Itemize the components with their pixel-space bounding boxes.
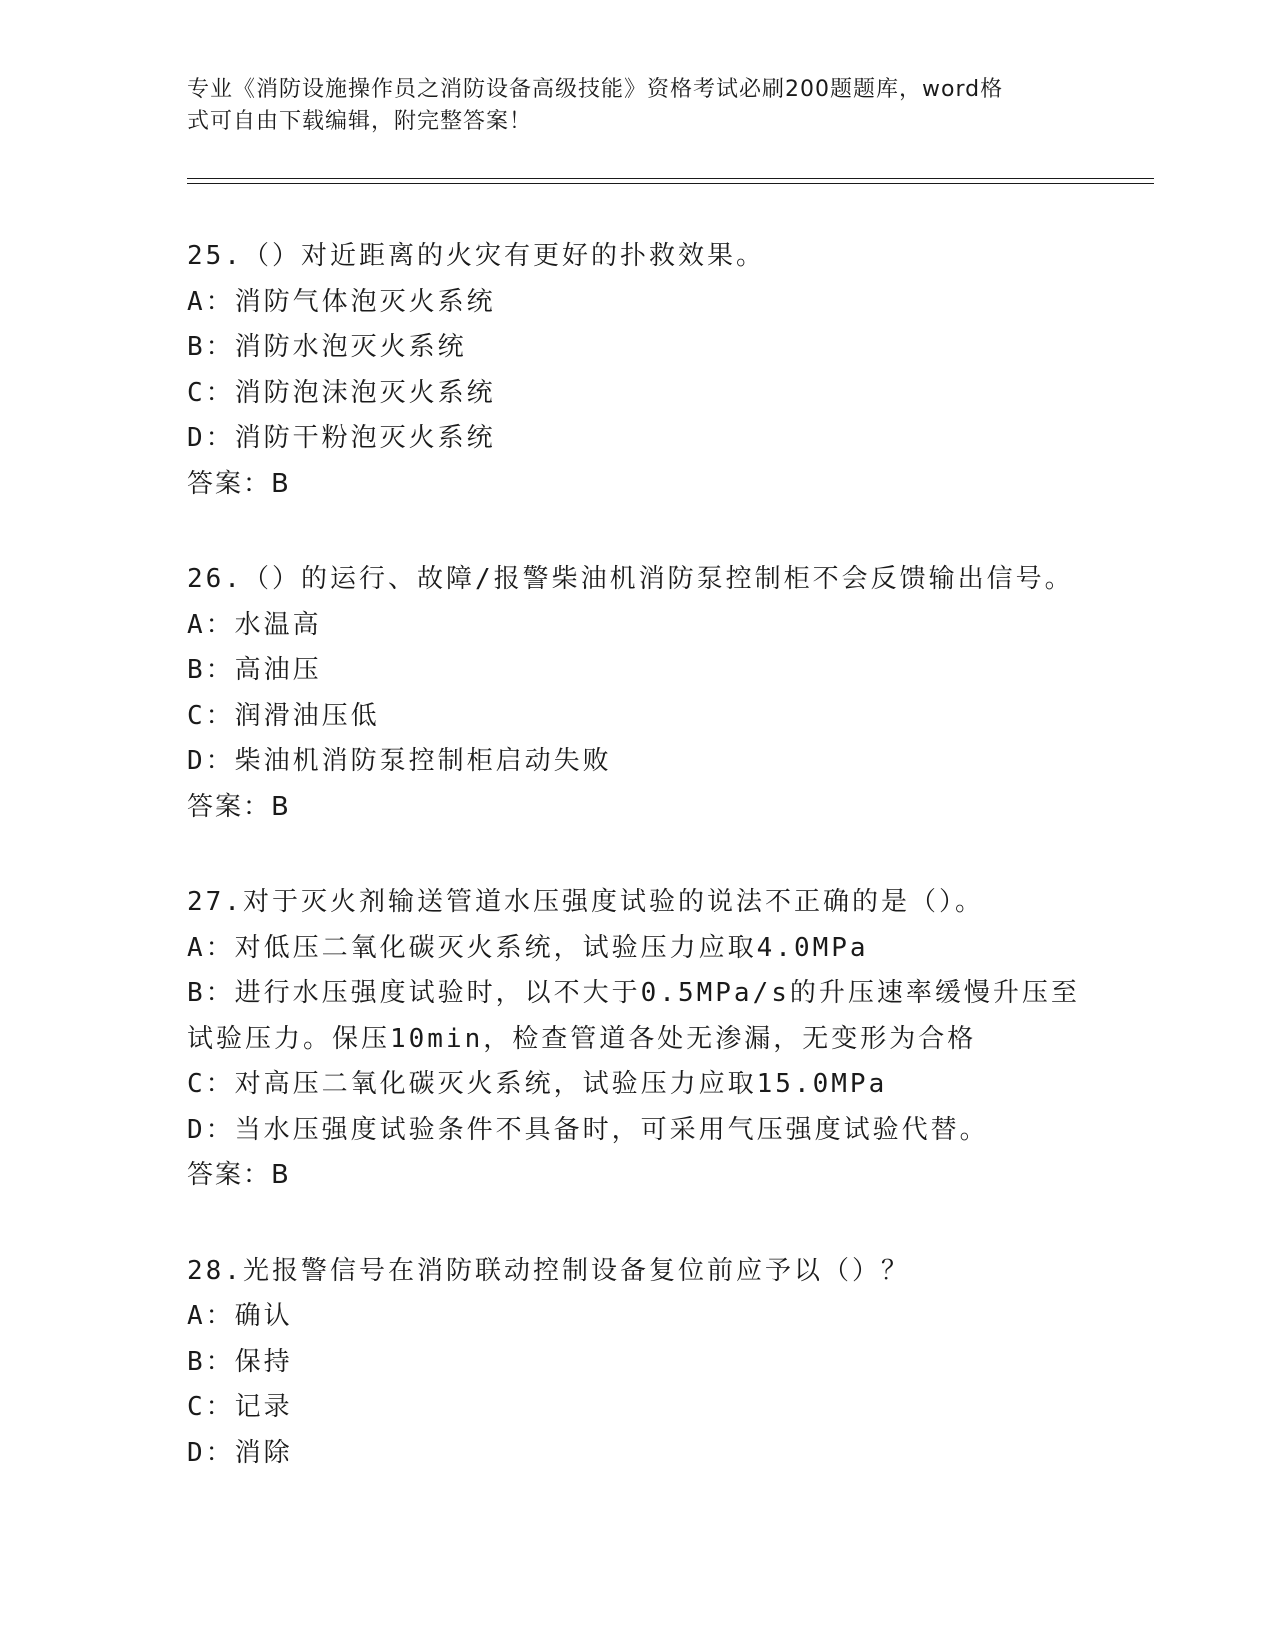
option-a: A：确认: [187, 1301, 293, 1331]
option-b: B：进行水压强度试验时，以不大于0.5MPa/s的升压速率缓慢升压至: [187, 978, 1080, 1008]
option-a: A：对低压二氧化碳灭火系统，试验压力应取4.0MPa: [187, 932, 869, 963]
option-c: C：对高压二氧化碳灭火系统，试验压力应取15.0MPa: [187, 1069, 888, 1099]
option-a: A：水温高: [187, 609, 322, 640]
option-c: C：润滑油压低: [187, 700, 380, 731]
option-c: C：消防泡沫泡灭火系统: [187, 377, 496, 408]
option-b-continued: 试验压力。保压10min，检查管道各处无渗漏，无变形为合格: [187, 1023, 977, 1054]
question-text: 28.光报警信号在消防联动控制设备复位前应予以（）？: [187, 1255, 910, 1286]
answer: 答案：B: [187, 791, 291, 822]
header-divider-top: [187, 178, 1154, 179]
question-27: [187, 880, 1087, 1199]
header-line-1: 专业《消防设施操作员之消防设备高级技能》资格考试必刷200题题库，word格: [187, 77, 1004, 102]
option-b: B：消防水泡灭火系统: [187, 332, 467, 362]
question-text: 27.对于灭火剂输送管道水压强度试验的说法不正确的是（）。: [187, 887, 984, 917]
question-28: [187, 1249, 1087, 1477]
answer: 答案：B: [187, 468, 291, 499]
question-25: [187, 234, 1087, 507]
header-divider-bottom: [187, 183, 1154, 184]
option-d: D：当水压强度试验条件不具备时，可采用气压强度试验代替。: [187, 1114, 989, 1145]
document-header: [187, 74, 1067, 138]
question-text: 25.（）对近距离的火灾有更好的扑救效果。: [187, 241, 765, 271]
question-26: [187, 557, 1087, 830]
option-d: D：消防干粉泡灭火系统: [187, 423, 496, 453]
option-b: B：高油压: [187, 655, 322, 685]
option-d: D：柴油机消防泵控制柜启动失败: [187, 746, 612, 776]
option-d: D：消除: [187, 1437, 293, 1468]
option-c: C：记录: [187, 1392, 293, 1422]
answer: 答案：B: [187, 1160, 291, 1190]
header-line-2: 式可自由下载编辑，附完整答案！: [187, 109, 533, 134]
question-list: [187, 234, 1087, 1526]
option-b: B：保持: [187, 1346, 293, 1377]
question-text: 26.（）的运行、故障/报警柴油机消防泵控制柜不会反馈输出信号。: [187, 564, 1074, 594]
option-a: A：消防气体泡灭火系统: [187, 286, 496, 317]
